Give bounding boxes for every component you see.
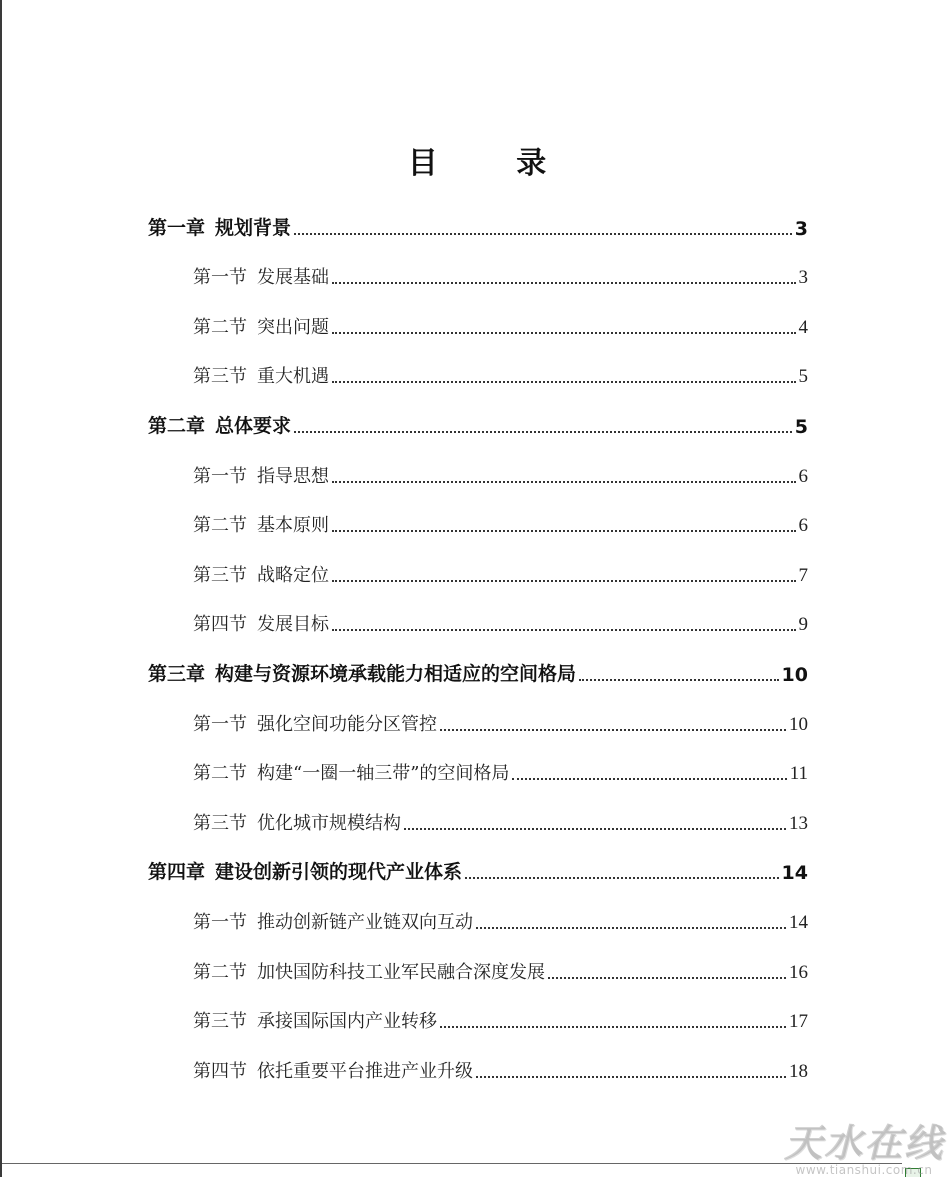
toc-page-number: 6 bbox=[798, 465, 808, 487]
toc-chapter-entry[interactable] bbox=[148, 644, 808, 694]
toc-entry-label bbox=[193, 313, 329, 339]
toc-entry-label bbox=[148, 213, 291, 240]
toc-page-number: 10 bbox=[789, 713, 808, 735]
toc-section-entry[interactable] bbox=[148, 942, 808, 992]
toc-entry-label bbox=[193, 511, 329, 537]
toc-entry-prefix: 第一节 bbox=[193, 267, 247, 289]
toc-entry-label bbox=[193, 759, 509, 785]
toc-leader-dots bbox=[440, 1026, 786, 1028]
toc-page-number: 17 bbox=[789, 1011, 808, 1033]
toc-entry-label bbox=[193, 362, 329, 388]
toc-entry-text: 依托重要平台推进产业升级 bbox=[257, 1060, 473, 1082]
toc-entry-text: 重大机遇 bbox=[257, 366, 329, 388]
toc-leader-dots bbox=[294, 431, 792, 433]
toc-entry-prefix: 第四章 bbox=[148, 861, 206, 884]
toc-section-entry[interactable] bbox=[148, 496, 808, 546]
toc-entry-prefix: 第二节 bbox=[193, 961, 247, 983]
toc-entry-prefix: 第二章 bbox=[148, 414, 206, 437]
toc-page-number: 11 bbox=[789, 763, 808, 785]
toc-entry-label bbox=[148, 411, 291, 438]
toc-entry-text: 建设创新引领的现代产业体系 bbox=[215, 861, 463, 884]
toc-entry-text: 指导思想 bbox=[257, 465, 329, 487]
watermark-url: www.tianshui.com.cn bbox=[795, 1163, 933, 1177]
toc-entry-text: 发展基础 bbox=[257, 267, 329, 289]
watermark bbox=[784, 1112, 944, 1177]
toc-entry-text: 承接国际国内产业转移 bbox=[257, 1011, 437, 1033]
toc-entry-prefix: 第三节 bbox=[193, 564, 247, 586]
toc-section-entry[interactable] bbox=[148, 744, 808, 794]
toc-page-number: 5 bbox=[798, 366, 808, 388]
toc-entry-label bbox=[193, 908, 473, 934]
toc-section-entry[interactable] bbox=[148, 595, 808, 645]
toc-page-number: 18 bbox=[789, 1060, 808, 1082]
toc-leader-dots bbox=[404, 828, 786, 830]
toc-page-number: 9 bbox=[798, 614, 808, 636]
toc-entry-prefix: 第三节 bbox=[193, 1011, 247, 1033]
toc-section-entry[interactable] bbox=[148, 347, 808, 397]
toc-entry-prefix: 第二节 bbox=[193, 316, 247, 338]
toc-leader-dots bbox=[332, 332, 796, 334]
toc-page-number: 14 bbox=[789, 911, 808, 933]
toc-entry-label bbox=[193, 263, 329, 289]
toc-section-entry[interactable] bbox=[148, 992, 808, 1042]
watermark-logo: 天水在线 bbox=[783, 1120, 944, 1165]
toc-entry-prefix: 第三章 bbox=[148, 662, 206, 685]
toc-entry-prefix: 第二节 bbox=[193, 763, 247, 785]
toc-leader-dots bbox=[332, 629, 796, 631]
toc-entry-prefix: 第一节 bbox=[193, 465, 247, 487]
toc-entry-text: 加快国防科技工业军民融合深度发展 bbox=[257, 961, 545, 983]
toc-entry-prefix: 第四节 bbox=[193, 1060, 247, 1082]
toc-section-entry[interactable] bbox=[148, 248, 808, 298]
toc-page-number: 6 bbox=[798, 515, 808, 537]
toc-entry-label bbox=[193, 958, 545, 984]
toc-leader-dots bbox=[294, 233, 792, 235]
toc-leader-dots bbox=[579, 679, 779, 681]
toc-entry-text: 突出问题 bbox=[257, 316, 329, 338]
toc-section-entry[interactable] bbox=[148, 793, 808, 843]
toc-entry-label bbox=[193, 561, 329, 587]
toc-entry-text: 构建与资源环境承载能力相适应的空间格局 bbox=[215, 662, 577, 685]
toc-section-entry[interactable] bbox=[148, 545, 808, 595]
toc-entry-label bbox=[193, 1007, 437, 1033]
toc-entry-label bbox=[193, 462, 329, 488]
table-of-contents bbox=[148, 198, 808, 1091]
toc-leader-dots bbox=[512, 778, 786, 780]
toc-leader-dots bbox=[332, 282, 796, 284]
toc-page-number: 7 bbox=[798, 564, 808, 586]
toc-entry-prefix: 第二节 bbox=[193, 515, 247, 537]
toc-page-number: 14 bbox=[781, 862, 808, 885]
toc-leader-dots bbox=[440, 729, 786, 731]
toc-leader-dots bbox=[332, 381, 796, 383]
toc-leader-dots bbox=[548, 977, 786, 979]
toc-entry-text: 战略定位 bbox=[257, 564, 329, 586]
toc-entry-text: 推动创新链产业链双向互动 bbox=[257, 911, 473, 933]
toc-entry-label bbox=[193, 610, 329, 636]
toc-section-entry[interactable] bbox=[148, 892, 808, 942]
toc-title: 目 录 bbox=[407, 146, 581, 181]
toc-page-number: 3 bbox=[798, 267, 808, 289]
toc-section-entry[interactable] bbox=[148, 446, 808, 496]
page-bottom-border bbox=[2, 1163, 902, 1164]
toc-page-number: 10 bbox=[781, 663, 808, 686]
toc-page-number: 3 bbox=[794, 217, 808, 240]
toc-section-entry[interactable] bbox=[148, 1041, 808, 1091]
toc-entry-text: 优化城市规模结构 bbox=[257, 812, 401, 834]
toc-chapter-entry[interactable] bbox=[148, 396, 808, 446]
toc-page-number: 13 bbox=[789, 812, 808, 834]
toc-entry-label bbox=[148, 857, 462, 884]
toc-section-entry[interactable] bbox=[148, 297, 808, 347]
toc-leader-dots bbox=[332, 530, 796, 532]
toc-entry-text: 强化空间功能分区管控 bbox=[257, 713, 437, 735]
toc-entry-prefix: 第一章 bbox=[148, 216, 206, 239]
toc-entry-text: 发展目标 bbox=[257, 614, 329, 636]
toc-entry-text: 基本原则 bbox=[257, 515, 329, 537]
toc-entry-prefix: 第一节 bbox=[193, 911, 247, 933]
toc-chapter-entry[interactable] bbox=[148, 198, 808, 248]
toc-entry-text: 规划背景 bbox=[215, 216, 292, 239]
toc-entry-label bbox=[193, 710, 437, 736]
toc-entry-label bbox=[193, 809, 401, 835]
toc-chapter-entry[interactable] bbox=[148, 843, 808, 893]
toc-entry-prefix: 第四节 bbox=[193, 614, 247, 636]
toc-leader-dots bbox=[476, 927, 786, 929]
toc-entry-text: 构建“一圈一轴三带”的空间格局 bbox=[257, 763, 510, 785]
toc-entry-prefix: 第三节 bbox=[193, 812, 247, 834]
toc-entry-prefix: 第三节 bbox=[193, 366, 247, 388]
toc-section-entry[interactable] bbox=[148, 694, 808, 744]
toc-page-number: 16 bbox=[789, 961, 808, 983]
toc-leader-dots bbox=[465, 877, 779, 879]
toc-page-number: 5 bbox=[794, 415, 808, 438]
toc-entry-prefix: 第一节 bbox=[193, 713, 247, 735]
toc-leader-dots bbox=[476, 1076, 786, 1078]
toc-entry-label bbox=[193, 1057, 473, 1083]
toc-leader-dots bbox=[332, 580, 796, 582]
toc-entry-text: 总体要求 bbox=[215, 414, 292, 437]
toc-leader-dots bbox=[332, 481, 796, 483]
toc-page-number: 4 bbox=[798, 316, 808, 338]
toc-entry-label bbox=[148, 659, 576, 686]
